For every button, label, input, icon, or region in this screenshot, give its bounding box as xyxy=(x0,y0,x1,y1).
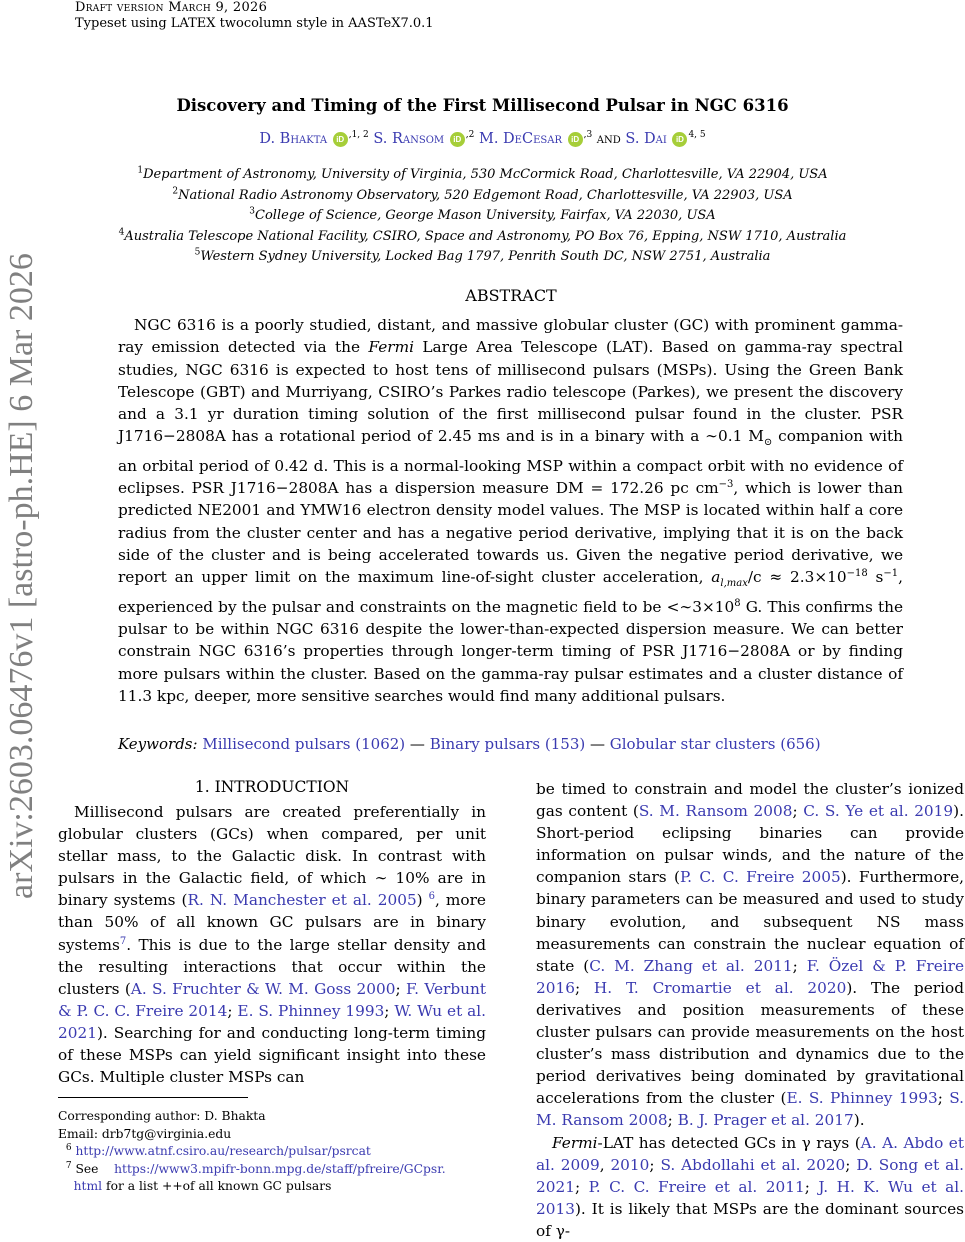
orcid-icon[interactable]: iD xyxy=(672,132,687,147)
footnote-7-cont: html for a list ++of all known GC pulsars xyxy=(73,1179,332,1193)
keyword-link[interactable]: Millisecond pulsars (1062) xyxy=(202,735,406,753)
abstract-heading: ABSTRACT xyxy=(465,286,557,305)
author-affil-sup: ,3 xyxy=(583,130,593,141)
affiliation-list xyxy=(0,165,965,268)
citation-link[interactable]: S. M. Ransom 2008 xyxy=(638,802,793,821)
author-list xyxy=(0,131,965,147)
keywords-line: Keywords: Millisecond pulsars (1062) — Binary pulsars (153) — Globular star clusters (656) xyxy=(118,735,821,753)
affiliation: $^1$Department of Astronomy, University of Virginia, 530 McCormick Road, Charlottesville, VA 22904, USA xyxy=(137,165,828,182)
citation-link[interactable]: P. C. C. Freire 2005 xyxy=(679,868,841,887)
footnote-url-cont[interactable]: html xyxy=(73,1179,103,1193)
citation-link[interactable]: E. S. Phinney 1993 xyxy=(237,1001,385,1020)
keyword-link[interactable]: Globular star clusters (656) xyxy=(609,735,821,753)
footnote-ref[interactable]: 6 xyxy=(428,891,436,903)
section-heading: 1. INTRODUCTION xyxy=(194,778,350,796)
author-affil-sup: ,1, 2 xyxy=(348,130,369,141)
citation-link[interactable]: D. Song et al. 2021 xyxy=(536,1155,964,1196)
author-affil-sup: ,2 xyxy=(465,130,475,141)
author-email: Email: drb7tg@virginia.edu xyxy=(58,1126,232,1141)
author-and: and xyxy=(596,131,621,147)
footnote-url[interactable]: http://www.atnf.csiro.au/research/pulsar/psrcat xyxy=(75,1144,371,1158)
orcid-icon[interactable]: iD xyxy=(450,132,465,147)
footnote-6: $^6$ http://www.atnf.csiro.au/research/pulsar/psrcat xyxy=(65,1142,371,1158)
citation-link[interactable]: E. S. Phinney 1993 xyxy=(786,1089,938,1108)
author-link[interactable]: S. Dai xyxy=(625,131,667,147)
author-affil-sup: 4, 5 xyxy=(688,130,706,141)
affiliation: $^5$Western Sydney University, Locked Bag 1797, Penrith South DC, NSW 2751, Australia xyxy=(194,247,771,264)
affiliation: $^4$Australia Telescope National Facility, CSIRO, Space and Astronomy, PO Box 76, Epping, NSW 1710, Australia xyxy=(118,227,847,244)
corresponding-author: Corresponding author: D. Bhakta xyxy=(58,1109,266,1123)
citation-link[interactable]: P. C. C. Freire et al. 2011 xyxy=(588,1177,805,1196)
citation-link[interactable]: A. A. Abdo et al. 2009 xyxy=(536,1133,964,1174)
arxiv-identifier[interactable]: arXiv:2603.06476v1 [astro-ph.HE] 6 Mar 2026 xyxy=(3,253,40,899)
footnote-url[interactable]: https://www3.mpifr-bonn.mpg.de/staff/pfreire/GCpsr. xyxy=(114,1161,446,1176)
author-link[interactable]: S. Ransom xyxy=(373,131,445,147)
footnote-rule xyxy=(58,1097,248,1098)
citation-link[interactable]: C. M. Zhang et al. 2011 xyxy=(589,956,793,975)
intro-left-column: Millisecond pulsars are created preferentially in globular clusters (GCs) when compared, per unit stellar mass, to the Galactic disk. In contrast with pulsars in the Galactic field, of which ∼ 10% are in binary systems (R. N. Manchester et al. 2005) $^6$, more than 50% of all known GC pulsars are in binary systems$^7$. This is due to the large stellar density and the resulting interactions that occur within the clusters (A. S. Fruchter & W. M. Goss 2000; F. Verbunt & P. C. C. Freire 2014; E. S. Phinney 1993; W. Wu et al. 2021). Searching for and conducting long-term timing of these MSPs can yield significant insight into these GCs. Multiple cluster MSPs can xyxy=(58,803,486,1087)
citation-link[interactable]: A. S. Fruchter & W. M. Goss 2000 xyxy=(130,979,396,998)
citation-link[interactable]: F. Özel & P. Freire 2016 xyxy=(536,956,965,997)
citation-link[interactable]: F. Verbunt & P. C. C. Freire 2014 xyxy=(58,979,486,1020)
citation-link[interactable]: W. Wu et al. 2021 xyxy=(58,1001,486,1042)
author-link[interactable]: D. Bhakta xyxy=(259,131,328,147)
citation-link[interactable]: R. N. Manchester et al. 2005 xyxy=(187,891,417,910)
footnote-ref[interactable]: 7 xyxy=(119,935,127,947)
paper-title: Discovery and Timing of the First Millisecond Pulsar in NGC 6316 xyxy=(176,96,789,115)
citation-link[interactable]: S. M. Ransom 2008 xyxy=(536,1089,964,1130)
abstract-body: NGC 6316 is a poorly studied, distant, and massive globular cluster (GC) with prominent gamma-ray emission detected via the Fermi Large Area Telescope (LAT). Based on gamma-ray spectral studies, NGC 6316 is expected to host tens of millisecond pulsars (MSPs). Using the Green Bank Telescope (GBT) and Murriyang, CSIRO’s Parkes radio telescope (Parkes), we present the discovery and a 3.1 yr duration timing solution of the first millisecond pulsar found in the cluster. PSR J1716−2808A has a rotational period of 2.45 ms and is in a binary with a ∼0.1 $M_⊙$ companion with an orbital period of 0.42 d. This is a normal-looking MSP within a compact orbit with no evidence of eclipses. PSR J1716−2808A has a dispersion measure DM = 172.26 pc $cm^{-3}$, which is lower than predicted NE2001 and YMW16 electron density model values. The MSP is located within half a core radius from the cluster center and has a negative period derivative, implying that it is on the back side of the cluster and is being accelerated towards us. Given the negative period derivative, we report an upper limit on the maximum line-of-sight cluster acceleration, $a_{l,max}/c \approx 2.3\times 10^{-18}$ $s^{-1}$, experienced by the pulsar and constraints on the magnetic field to be $<\sim 3\times 10^8$ G. This confirms the pulsar to be within NGC 6316 despite the lower-than-expected dispersion measure. We can better constrain NGC 6316’s properties through longer-term timing of PSR J1716−2808A or by finding more pulsars within the cluster. Based on the gamma-ray pulsar estimates and a cluster distance of 11.3 kpc, deeper, more sensitive searches would find many additional pulsars. xyxy=(118,316,904,705)
affiliation: $^2$National Radio Astronomy Observatory, 520 Edgemont Road, Charlottesville, VA 22903, USA xyxy=(172,186,793,203)
orcid-icon[interactable]: iD xyxy=(333,132,348,147)
typeset-header: Typeset using LATEX twocolumn style in AASTeX7.0.1 xyxy=(75,16,434,31)
citation-link[interactable]: J. H. K. Wu et al. 2013 xyxy=(536,1177,964,1218)
draft-version-header: Draft version March 9, 2026 xyxy=(75,0,268,15)
keyword-link[interactable]: Binary pulsars (153) xyxy=(429,735,586,753)
keywords-label: Keywords: xyxy=(118,735,198,753)
citation-link[interactable]: C. S. Ye et al. 2019 xyxy=(803,802,954,821)
orcid-icon[interactable]: iD xyxy=(568,132,583,147)
citation-link[interactable]: B. J. Prager et al. 2017 xyxy=(677,1111,854,1130)
citation-link[interactable]: H. T. Cromartie et al. 2020 xyxy=(593,978,847,997)
citation-link[interactable]: 2010 xyxy=(610,1155,650,1174)
footnote-7: $^7$ See https://www3.mpifr-bonn.mpg.de/staff/pfreire/GCpsr. xyxy=(65,1160,446,1176)
citation-link[interactable]: S. Abdollahi et al. 2020 xyxy=(660,1155,846,1174)
affiliation: $^3$College of Science, George Mason University, Fairfax, VA 22030, USA xyxy=(249,206,716,223)
intro-right-column: be timed to constrain and model the cluster’s ionized gas content (S. M. Ransom 2008; C. S. Ye et al. 2019). Short-period eclipsing binaries can provide information on pulsar winds, and the nature of the companion stars (P. C. C. Freire 2005). Furthermore, binary parameters can be measured and used to study binary evolution, and subsequent NS mass measurements can constrain the nuclear equation of state (C. M. Zhang et al. 2011; F. Özel & P. Freire 2016; H. T. Cromartie et al. 2020). The period derivatives and position measurements of these cluster pulsars can provide measurements on the host cluster’s mass distribution and dynamics due to the period derivatives being dominated by gravitational accelerations from the cluster (E. S. Phinney 1993; S. M. Ransom 2008; B. J. Prager et al. 2017). Fermi-LAT has detected GCs in γ rays (A. A. Abdo et al. 2009, 2010; S. Abdollahi et al. 2020; D. Song et al. 2021; P. C. C. Freire et al. 2011; J. H. K. Wu et al. 2013). It is likely that MSPs are the dominant sources of γ- xyxy=(536,780,965,1240)
footnotes xyxy=(58,1108,486,1196)
author-link[interactable]: M. DeCesar xyxy=(478,131,562,147)
